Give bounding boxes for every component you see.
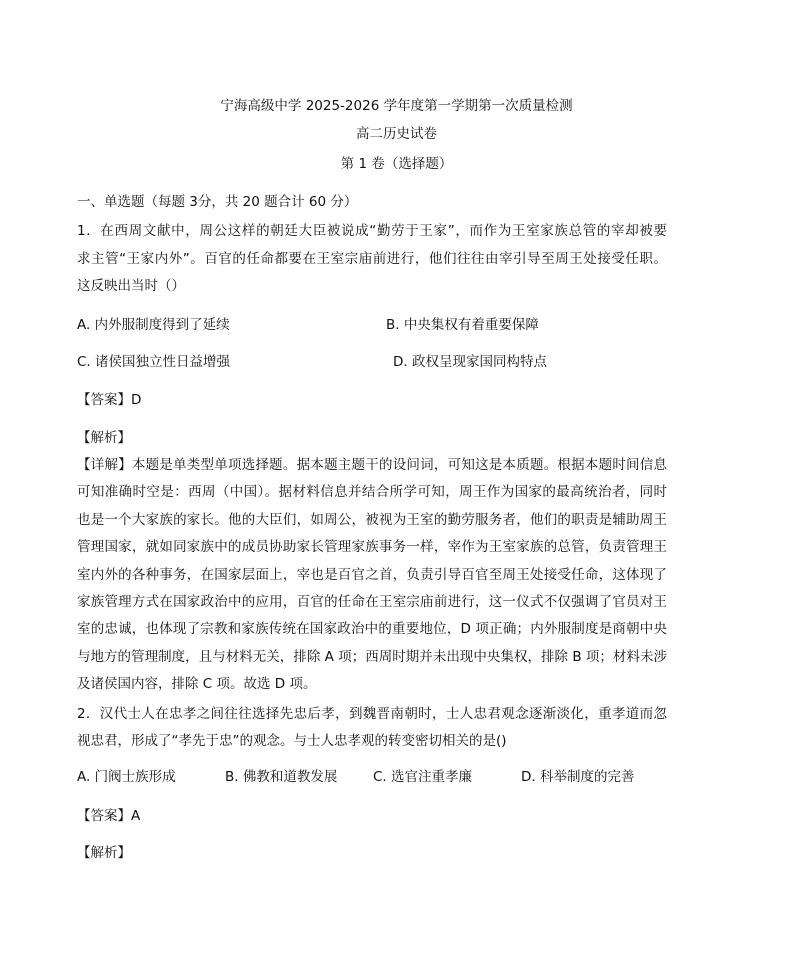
q1-detail-line: 室内外的各种事务，在国家层面上，宰也是百官之首，负责引导百官至周王处接受任命，这体现了 xyxy=(77,567,667,583)
q1-detail-line: 家族管理方式在国家政治中的应用，百官的任命在王室宗庙前进行，这一仪式不仅强调了官员对王 xyxy=(77,594,667,610)
q2-option-a: A. 门阀士族形成 xyxy=(77,769,176,785)
q1-option-a: A. 内外服制度得到了延续 xyxy=(77,317,230,333)
section-heading: 一、单选题（每题 3分，共 20 题合计 60 分） xyxy=(77,194,358,210)
q1-answer: 【答案】D xyxy=(77,392,142,408)
q1-detail-line: 【详解】本题是单类型单项选择题。据本题主题干的设问词，可知这是本质题。根据本题时间信息 xyxy=(77,457,667,473)
q2-answer: 【答案】A xyxy=(77,808,141,824)
q2-stem-line: 2．汉代士人在忠孝之间往往选择先忠后孝，到魏晋南朝时，士人忠君观念逐渐淡化，重孝道而忽 xyxy=(77,706,667,722)
q2-option-b: B. 佛教和道教发展 xyxy=(225,769,338,785)
subject-title: 高二历史试卷 xyxy=(356,126,437,142)
q1-stem-line: 1．在西周文献中，周公这样的朝廷大臣被说成“勤劳于王家”，而作为王室家族总管的宰却被要 xyxy=(77,223,667,239)
volume-title: 第 1 卷（选择题） xyxy=(340,156,453,172)
q2-stem-line: 视忠君，形成了“孝先于忠”的观念。与士人忠孝观的转变密切相关的是() xyxy=(77,733,507,749)
q1-detail-line: 管理国家，就如同家族中的成员协助家长管理家族事务一样，宰作为王室家族的总管，负责管理王 xyxy=(77,539,667,555)
q1-option-d: D. 政权呈现家国同构特点 xyxy=(393,354,547,370)
q1-detail-line: 及诸侯国内容，排除 C 项。故选 D 项。 xyxy=(77,676,317,692)
q1-detail-line: 可知准确时空是：西周（中国）。据材料信息并结合所学可知，周王作为国家的最高统治者，同时 xyxy=(77,484,667,500)
q1-analysis-label: 【解析】 xyxy=(77,430,131,446)
q1-detail-line: 与地方的管理制度，且与材料无关，排除 A 项；西周时期并未出现中央集权，排除 B 项；材料未涉 xyxy=(77,649,667,665)
q1-stem-line: 这反映出当时（） xyxy=(77,278,185,294)
q2-option-c: C. 选官注重孝廉 xyxy=(373,769,473,785)
q2-option-d: D. 科举制度的完善 xyxy=(521,769,635,785)
school-title: 宁海高级中学 2025-2026 学年度第一学期第一次质量检测 xyxy=(220,98,573,114)
q1-detail-line: 也是一个大家族的家长。他的大臣们，如周公，被视为王室的勤劳服务者，他们的职责是辅助周王 xyxy=(77,512,667,528)
q2-analysis-label: 【解析】 xyxy=(77,845,131,861)
q1-detail-line: 室的忠诚，也体现了宗教和家族传统在国家政治中的重要地位，D 项正确；内外服制度是商朝中央 xyxy=(77,621,667,637)
q1-option-c: C. 诸侯国独立性日益增强 xyxy=(77,354,231,370)
q1-option-b: B. 中央集权有着重要保障 xyxy=(386,317,539,333)
q1-stem-line: 求主管“王家内外”。百官的任命都要在王室宗庙前进行，他们往往由宰引导至周王处接受任职。 xyxy=(77,251,667,267)
